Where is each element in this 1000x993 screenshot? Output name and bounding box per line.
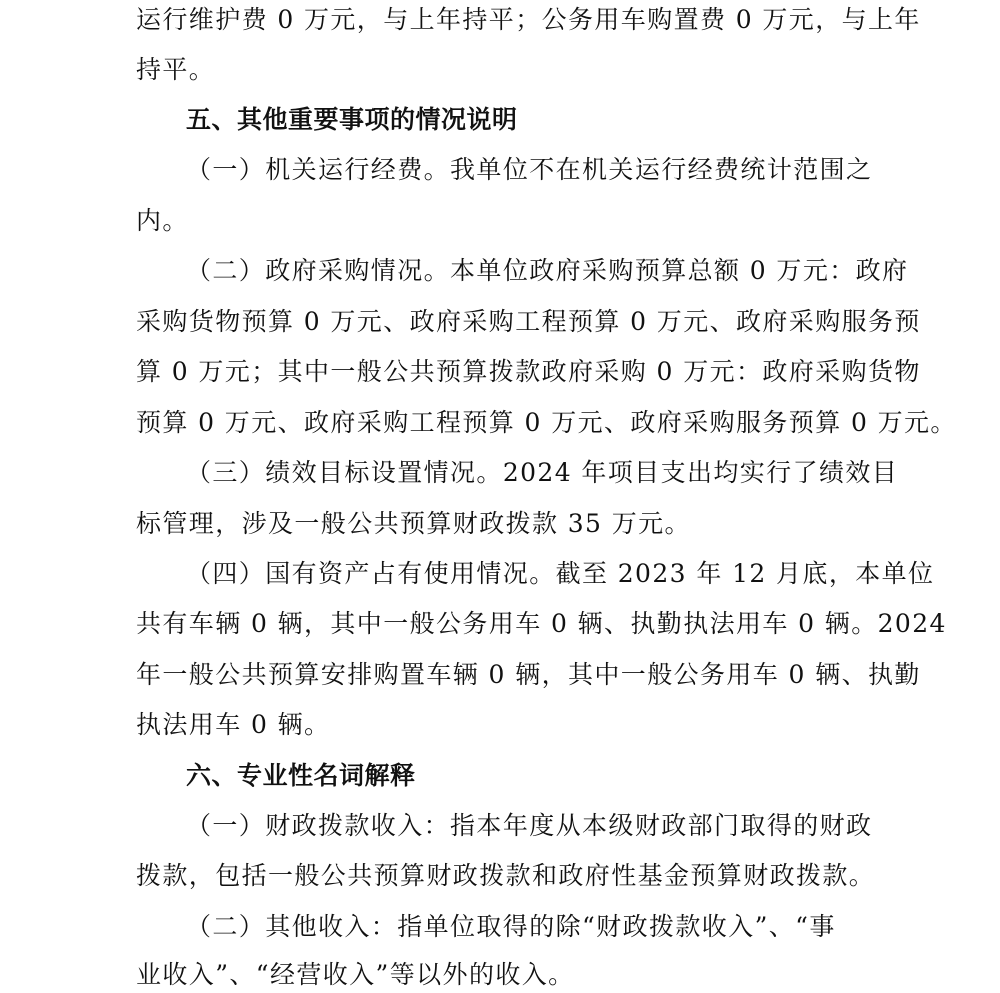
item-text: 2024 年项目支出均实行了绩效目	[502, 458, 899, 487]
paragraph-line: 预算 0 万元、政府采购工程预算 0 万元、政府采购服务预算 0 万元。	[136, 408, 957, 437]
paragraph-line: 内。	[136, 206, 189, 235]
item-text: 我单位不在机关运行经费统计范围之	[450, 155, 873, 184]
paragraph-line: 业收入”、“经营收入”等以外的收入。	[136, 960, 575, 989]
item-label: （二）其他收入：	[186, 912, 398, 941]
item-label: （四）国有资产占有使用情况。	[186, 559, 556, 588]
item-text: 截至 2023 年 12 月底，本单位	[555, 559, 935, 588]
item-label: （二）政府采购情况。	[186, 256, 451, 285]
item-text: 指本年度从本级财政部门取得的财政	[450, 811, 873, 840]
paragraph-line: 拨款，包括一般公共预算财政拨款和政府性基金预算财政拨款。	[136, 861, 876, 890]
item-label: （一）财政拨款收入：	[186, 811, 451, 840]
item-line	[186, 808, 872, 844]
item-label: （一）机关运行经费。	[186, 155, 451, 184]
item-line	[186, 909, 836, 945]
item-text: 指单位取得的除“财政拨款收入”、“事	[397, 912, 836, 941]
paragraph-line: 共有车辆 0 辆，其中一般公务用车 0 辆、执勤执法用车 0 辆。2024	[136, 609, 947, 638]
item-line	[186, 556, 934, 592]
item-line	[186, 152, 872, 188]
section-heading-5: 五、其他重要事项的情况说明	[186, 105, 518, 134]
paragraph-line: 运行维护费 0 万元，与上年持平；公务用车购置费 0 万元，与上年	[136, 5, 921, 34]
section-heading-6: 六、专业性名词解释	[186, 761, 416, 790]
paragraph-line: 持平。	[136, 55, 216, 84]
paragraph-line: 年一般公共预算安排购置车辆 0 辆，其中一般公务用车 0 辆、执勤	[136, 660, 921, 689]
item-line	[186, 253, 908, 289]
item-label: （三）绩效目标设置情况。	[186, 458, 503, 487]
item-line	[186, 455, 898, 491]
paragraph-line: 标管理，涉及一般公共预算财政拨款 35 万元。	[136, 509, 691, 538]
paragraph-line: 执法用车 0 辆。	[136, 710, 331, 739]
paragraph-line: 采购货物预算 0 万元、政府采购工程预算 0 万元、政府采购服务预	[136, 307, 921, 336]
item-text: 本单位政府采购预算总额 0 万元：政府	[450, 256, 909, 285]
paragraph-line: 算 0 万元；其中一般公共预算拨款政府采购 0 万元：政府采购货物	[136, 357, 921, 386]
